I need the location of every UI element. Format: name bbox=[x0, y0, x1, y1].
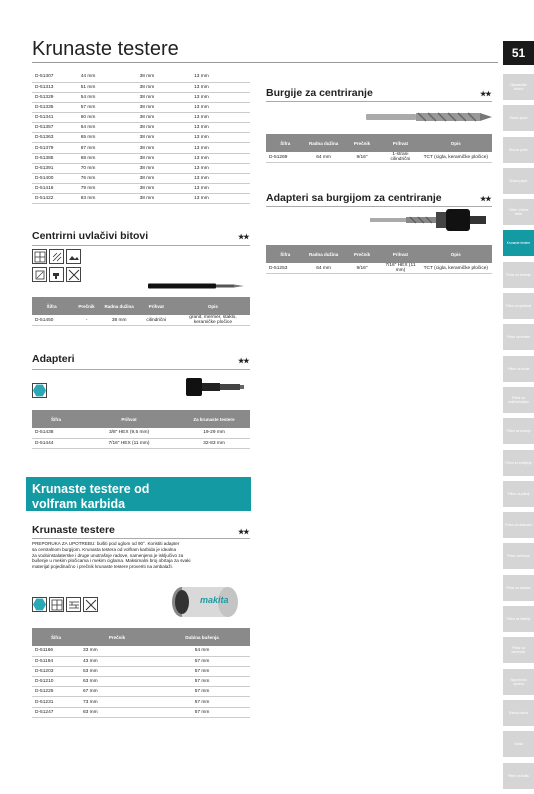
table-cell: D-51438 bbox=[32, 428, 80, 438]
description-line: materijal pojedinačno i prečnik krunaste testere proveriti na ambalaži. bbox=[32, 564, 173, 570]
table-cell: 67 mm bbox=[80, 687, 154, 697]
table-row bbox=[32, 173, 250, 183]
karbid-table bbox=[32, 628, 250, 718]
table-cell: 13 mm bbox=[191, 184, 250, 194]
table-row bbox=[32, 82, 250, 92]
table-cell: D-51422 bbox=[32, 194, 78, 204]
column-header: Prihvat bbox=[80, 410, 178, 428]
table-cell: 60 mm bbox=[78, 113, 137, 123]
brick-icon bbox=[66, 597, 81, 612]
table-cell: TCT (cigla, keramičke pločice) bbox=[420, 152, 492, 163]
sidebar-tab[interactable]: Pribor za glodanje bbox=[503, 293, 534, 319]
table-cell: 38 mm bbox=[102, 315, 137, 326]
adapteri-burgija-table bbox=[266, 245, 492, 274]
column-header: Prihvat bbox=[137, 297, 176, 315]
description-line: bušenje u mekim pločicama i mekim ciglama. Maksimalni broj obrtaja za svaki bbox=[32, 558, 191, 564]
table-row bbox=[32, 153, 250, 163]
table-row bbox=[32, 687, 250, 697]
table-cell: 13 mm bbox=[191, 194, 250, 204]
tile-icon bbox=[49, 597, 64, 612]
adapter-image bbox=[186, 376, 244, 398]
table-cell: 54 mm bbox=[154, 646, 250, 656]
table-cell: D-51313 bbox=[32, 82, 78, 92]
table-cell: TCT (cigla, keramičke pločice) bbox=[420, 263, 492, 274]
table-cell: 83 mm bbox=[78, 194, 137, 204]
table-cell: 33 mm bbox=[80, 646, 154, 656]
faucet-icon bbox=[49, 267, 64, 282]
hex-shank-icon bbox=[32, 597, 47, 612]
column-header: Prihvat bbox=[381, 134, 419, 152]
brand-logo: makita bbox=[200, 595, 229, 605]
table-cell: 73 mm bbox=[80, 697, 154, 707]
sidebar bbox=[503, 74, 534, 794]
table-row bbox=[32, 92, 250, 102]
table-cell: 38 mm bbox=[137, 133, 192, 143]
banner-line1: Krunaste testere od bbox=[32, 482, 150, 496]
table-cell: 38 mm bbox=[137, 153, 192, 163]
table-cell: D-51341 bbox=[32, 113, 78, 123]
banner-line2: volfram karbida bbox=[32, 497, 126, 511]
table-row bbox=[32, 646, 250, 656]
table-cell: 32-83 mm bbox=[178, 438, 250, 448]
column-header: Radna dužina bbox=[304, 245, 342, 263]
sidebar-tab[interactable]: Ostalo bbox=[503, 731, 534, 757]
table-header-row bbox=[32, 297, 250, 315]
table-cell: 57 mm bbox=[154, 656, 250, 666]
table-cell: cilindrični bbox=[137, 315, 176, 326]
centering-bit-image bbox=[148, 276, 244, 282]
burgije-title: Burgije za centriranje bbox=[266, 87, 373, 99]
column-header: Opis bbox=[420, 245, 492, 263]
table-cell: 3/8" HEX (9,5 mm) bbox=[80, 428, 178, 438]
table-cell: D-51225 bbox=[32, 687, 80, 697]
column-header: Opis bbox=[420, 134, 492, 152]
table-header-row bbox=[32, 410, 250, 428]
adapteri-stars: ★★ bbox=[238, 358, 249, 365]
title-divider bbox=[32, 62, 498, 63]
table-cell: D-51269 bbox=[266, 152, 304, 163]
table-cell: D-51231 bbox=[32, 697, 80, 707]
table-cell: D-51329 bbox=[32, 92, 78, 102]
table-cell: 9/16" bbox=[343, 152, 381, 163]
karbid-rule bbox=[32, 538, 250, 539]
table-cell: D-51253 bbox=[266, 263, 304, 274]
centrirni-icons bbox=[32, 249, 88, 285]
centrirni-table bbox=[32, 297, 250, 326]
table-row bbox=[32, 677, 250, 687]
sidebar-tab[interactable]: Četke i žičane četke bbox=[503, 199, 534, 225]
no-hammer-icon bbox=[83, 597, 98, 612]
table-cell: 19-29 mm bbox=[178, 428, 250, 438]
adapter-drill-image bbox=[370, 208, 486, 232]
sidebar-tab[interactable]: Rezne ploče bbox=[503, 105, 534, 131]
table-header-row bbox=[32, 628, 250, 646]
centrirni-title: Centrirni uvlačivi bitovi bbox=[32, 230, 149, 242]
sidebar-tab[interactable]: Pribor za bazenske bbox=[503, 637, 534, 663]
centrirni-rule bbox=[32, 245, 250, 246]
table-row bbox=[32, 123, 250, 133]
table-cell: 76 mm bbox=[78, 173, 137, 183]
table-row bbox=[32, 315, 250, 326]
table-row bbox=[32, 697, 250, 707]
no-hammer-icon bbox=[66, 267, 81, 282]
sidebar-tab[interactable]: Pribor za testere bbox=[503, 324, 534, 350]
sidebar-tab[interactable]: Pribor za baterije bbox=[503, 606, 534, 632]
adapteri-table bbox=[32, 410, 250, 449]
table-row bbox=[32, 72, 250, 82]
table-cell: 68 mm bbox=[78, 153, 137, 163]
stone-icon bbox=[66, 249, 81, 264]
drill-bit-image bbox=[366, 110, 492, 122]
description-line: PREPORUKA ZA UPOTREBU: bušiti pod uglom od 90°. Koristiti adapter bbox=[32, 541, 180, 546]
top-table bbox=[32, 72, 250, 204]
table-cell: 13 mm bbox=[191, 133, 250, 143]
sidebar-tab[interactable]: Krunaste testere bbox=[503, 230, 534, 256]
table-cell: 83 mm bbox=[80, 707, 154, 717]
column-header: Dubina bušenja bbox=[154, 628, 250, 646]
table-cell: D-51307 bbox=[32, 72, 78, 82]
centrirni-stars: ★★ bbox=[238, 234, 249, 241]
table-header-row bbox=[266, 245, 492, 263]
table-cell: 63 mm bbox=[80, 677, 154, 687]
table-cell: D-51400 bbox=[32, 173, 78, 183]
sidebar-tab[interactable]: Brusni papiri bbox=[503, 168, 534, 194]
table-cell: 13 mm bbox=[191, 143, 250, 153]
sidebar-tab[interactable]: Pribor za šrafljenje bbox=[503, 450, 534, 476]
sidebar-tab[interactable]: Pribor za rezanje bbox=[503, 418, 534, 444]
sidebar-tab[interactable]: Pribor za multifunkcijske bbox=[503, 387, 534, 413]
table-cell: 57 mm bbox=[154, 707, 250, 717]
table-cell: 9/16" bbox=[343, 263, 381, 274]
table-cell: 13 mm bbox=[191, 113, 250, 123]
table-cell: 38 mm bbox=[137, 82, 192, 92]
table-cell: 13 mm bbox=[191, 173, 250, 183]
column-header: Šifra bbox=[32, 297, 71, 315]
table-cell: 7/16" HEX (11 mm) bbox=[80, 438, 178, 448]
karbid-stars: ★★ bbox=[238, 529, 249, 536]
table-cell: 7/16" HEX (11 mm) bbox=[381, 263, 419, 274]
table-row bbox=[32, 102, 250, 112]
karbid-title: Krunaste testere bbox=[32, 524, 115, 536]
table-cell: - bbox=[71, 315, 102, 326]
table-cell: 64 mm bbox=[78, 123, 137, 133]
table-cell: 1-strani cilindrični bbox=[381, 152, 419, 163]
table-cell: 57 mm bbox=[154, 677, 250, 687]
column-header: Šifra bbox=[32, 410, 80, 428]
table-cell: 67 mm bbox=[78, 143, 137, 153]
table-cell: D-51166 bbox=[32, 646, 80, 656]
column-header: Šifra bbox=[266, 245, 304, 263]
hex-shank-icon bbox=[32, 383, 47, 398]
table-cell: 70 mm bbox=[78, 163, 137, 173]
sidebar-tab[interactable]: Pribor za rende bbox=[503, 356, 534, 382]
table-cell: D-51385 bbox=[32, 153, 78, 163]
table-cell: D-51210 bbox=[32, 677, 80, 687]
adapteri-burgija-rule bbox=[266, 206, 492, 207]
karbid-description bbox=[32, 541, 250, 570]
sidebar-tab[interactable]: Pribor za pištolj bbox=[503, 481, 534, 507]
sidebar-tab[interactable]: Pribor za makaze bbox=[503, 575, 534, 601]
sidebar-tab[interactable]: Sigurnosna oprema bbox=[503, 669, 534, 695]
table-cell: 13 mm bbox=[191, 123, 250, 133]
table-row bbox=[32, 438, 250, 448]
table-cell: D-51363 bbox=[32, 133, 78, 143]
table-row bbox=[32, 143, 250, 153]
table-row bbox=[32, 707, 250, 717]
table-cell: D-51450 bbox=[32, 315, 71, 326]
table-cell: 51 mm bbox=[78, 82, 137, 92]
table-row bbox=[32, 194, 250, 204]
column-header: Šifra bbox=[266, 134, 304, 152]
adapteri-title: Adapteri bbox=[32, 353, 75, 365]
table-cell: 38 mm bbox=[137, 102, 192, 112]
table-cell: D-51379 bbox=[32, 143, 78, 153]
table-cell: D-51335 bbox=[32, 102, 78, 112]
page-number: 51 bbox=[503, 41, 534, 65]
adapteri-burgija-title: Adapteri sa burgijom za centriranje bbox=[266, 192, 442, 204]
column-header: Radna dužina bbox=[102, 297, 137, 315]
table-row bbox=[32, 184, 250, 194]
sidebar-tab[interactable]: Pribor za fenove bbox=[503, 543, 534, 569]
table-cell: 79 mm bbox=[78, 184, 137, 194]
table-row bbox=[32, 133, 250, 143]
table-cell: 38 mm bbox=[137, 143, 192, 153]
table-cell: 13 mm bbox=[191, 163, 250, 173]
burgije-stars: ★★ bbox=[480, 91, 491, 98]
column-header: Prečnik bbox=[343, 245, 381, 263]
adapteri-icons bbox=[32, 383, 49, 401]
table-cell: 13 mm bbox=[191, 92, 250, 102]
karbid-icons bbox=[32, 597, 112, 615]
table-cell: 57 mm bbox=[154, 687, 250, 697]
description-line: sa centralnom burgijom. Krunasta testera od volfram karbida je idealna bbox=[32, 546, 177, 552]
table-cell: 38 mm bbox=[137, 123, 192, 133]
table-row bbox=[266, 263, 492, 274]
table-cell: 13 mm bbox=[191, 153, 250, 163]
sidebar-tab[interactable]: Brusne ploče bbox=[503, 137, 534, 163]
table-header-row bbox=[266, 134, 492, 152]
table-row bbox=[32, 656, 250, 666]
table-cell: 64 mm bbox=[304, 263, 342, 274]
table-cell: D-51203 bbox=[32, 666, 80, 676]
page-title: Krunaste testere bbox=[32, 38, 179, 60]
column-header: Opis bbox=[176, 297, 250, 315]
table-cell: 38 mm bbox=[137, 184, 192, 194]
table-cell: 13 mm bbox=[191, 82, 250, 92]
table-cell: 38 mm bbox=[137, 194, 192, 204]
table-row bbox=[32, 163, 250, 173]
glass-icon bbox=[49, 249, 64, 264]
column-header: Za krunaste testere bbox=[178, 410, 250, 428]
column-header: Prihvat bbox=[381, 245, 419, 263]
table-row bbox=[32, 113, 250, 123]
table-cell: D-51194 bbox=[32, 656, 80, 666]
table-cell: D-51444 bbox=[32, 438, 80, 448]
adapteri-rule bbox=[32, 369, 250, 370]
burgije-rule bbox=[266, 101, 492, 102]
table-cell: 44 mm bbox=[78, 72, 137, 82]
sidebar-tab[interactable]: Pribor za bušenje bbox=[503, 262, 534, 288]
table-cell: 57 mm bbox=[154, 666, 250, 676]
table-cell: D-51357 bbox=[32, 123, 78, 133]
table-row bbox=[32, 666, 250, 676]
description-line: za vodoinstalaterske i druge unutrašnje radove, namenjena je isključivo za bbox=[32, 552, 184, 558]
table-cell: 43 mm bbox=[80, 656, 154, 666]
table-row bbox=[32, 428, 250, 438]
column-header: Radna dužina bbox=[304, 134, 342, 152]
table-cell: D-51391 bbox=[32, 163, 78, 173]
table-cell: 38 mm bbox=[137, 72, 192, 82]
table-cell: 64 mm bbox=[304, 152, 342, 163]
table-cell: 38 mm bbox=[137, 113, 192, 123]
table-cell: 54 mm bbox=[78, 92, 137, 102]
table-cell: granit, mermer, staklo, keramičke pločice bbox=[176, 315, 250, 326]
table-cell: 38 mm bbox=[137, 163, 192, 173]
column-header: Prečnik bbox=[343, 134, 381, 152]
table-cell: 13 mm bbox=[191, 72, 250, 82]
table-cell: 53 mm bbox=[80, 666, 154, 676]
tile-icon bbox=[32, 249, 47, 264]
adapteri-burgija-stars: ★★ bbox=[480, 196, 491, 203]
column-header: Prečnik bbox=[71, 297, 102, 315]
section-banner bbox=[26, 477, 251, 511]
sidebar-tab[interactable]: Pribor za usisivače bbox=[503, 512, 534, 538]
sidebar-tab[interactable]: Pribor za baštu bbox=[503, 763, 534, 789]
sidebar-tab[interactable]: Radna odeća bbox=[503, 700, 534, 726]
table-cell: 38 mm bbox=[137, 173, 192, 183]
column-header: Prečnik bbox=[80, 628, 154, 646]
column-header: Šifra bbox=[32, 628, 80, 646]
table-cell: 13 mm bbox=[191, 102, 250, 112]
table-cell: 57 mm bbox=[154, 697, 250, 707]
table-cell: D-51416 bbox=[32, 184, 78, 194]
table-cell: D-51247 bbox=[32, 707, 80, 717]
table-cell: 57 mm bbox=[78, 102, 137, 112]
table-row bbox=[266, 152, 492, 163]
mirror-icon bbox=[32, 267, 47, 282]
table-cell: 65 mm bbox=[78, 133, 137, 143]
holesaw-image bbox=[168, 584, 240, 620]
burgije-table bbox=[266, 134, 492, 163]
sidebar-tab[interactable]: Dijamantski diskovi bbox=[503, 74, 534, 100]
table-cell: 38 mm bbox=[137, 92, 192, 102]
